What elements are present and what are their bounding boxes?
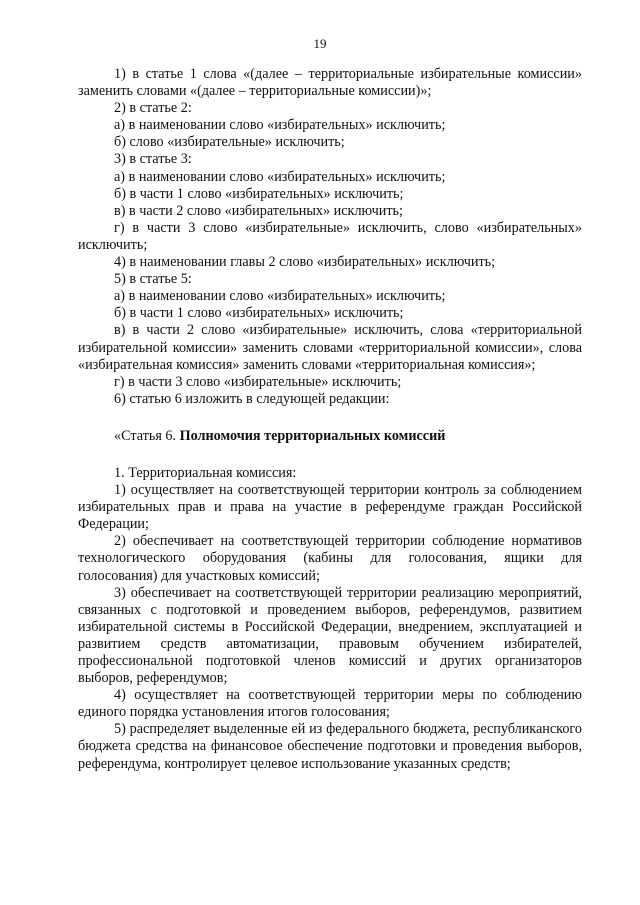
amendment-paragraph: 6) статью 6 изложить в следующей редакции: <box>114 390 390 407</box>
amendment-paragraph: в) в части 2 слово «избирательных» исключить; <box>114 202 403 219</box>
amendment-paragraph: 4) в наименовании главы 2 слово «избирательных» исключить; <box>114 254 496 271</box>
amendment-paragraph: а) в наименовании слово «избирательных» исключить; <box>114 288 446 305</box>
article-paragraph: 5) распределяет выделенные ей из федерального бюджета, республиканского бюджета средства на финансовое обеспечение подготовки и проведения выборов, референдума, контролирует целевое использование указанных средств; <box>78 721 582 772</box>
amendment-paragraph: б) слово «избирательные» исключить; <box>114 134 345 151</box>
amendment-paragraph: в) в части 2 слово «избирательные» исключить, слова «территориальной избирательной комиссии» заменить словами «территориальной комиссии», слова «избирательная комиссия» заменить словами «территориальная комиссия»; <box>78 322 582 373</box>
amendment-paragraph: а) в наименовании слово «избирательных» исключить; <box>114 168 446 185</box>
amendment-paragraph: г) в части 3 слово «избирательные» исключить, слово «избирательных» исключить; <box>78 219 582 253</box>
article-heading <box>78 428 582 445</box>
article-heading-title: Полномочия территориальных комиссий <box>179 427 446 444</box>
article-heading-prefix: «Статья 6. <box>114 427 180 444</box>
amendment-paragraph: г) в части 3 слово «избирательные» исключить; <box>114 373 402 390</box>
amendment-paragraph: б) в части 1 слово «избирательных» исключить; <box>114 185 404 202</box>
amendment-paragraph: 1) в статье 1 слова «(далее – территориальные избирательные комиссии» заменить словами «(далее – территориальные комиссии)»; <box>78 66 582 100</box>
article-paragraph: 4) осуществляет на соответствующей территории меры по соблюдению единого порядка установления итогов голосования; <box>78 687 582 721</box>
amendment-paragraph: 5) в статье 5: <box>114 271 192 288</box>
page-number: 19 <box>313 36 327 51</box>
document-body <box>78 66 582 773</box>
article-paragraph: 1. Территориальная комиссия: <box>114 464 297 481</box>
article-paragraph: 3) обеспечивает на соответствующей территории реализацию мероприятий, связанных с подготовкой и проведением выборов, референдумов, развитием избирательной системы в Российской Федерации, внедрением, эксплуатацией и развитием средств автоматизации, правовым обучением избирателей, профессиональной подготовкой членов комиссий и других организаторов выборов, референдумов; <box>78 584 582 687</box>
amendment-paragraph: а) в наименовании слово «избирательных» исключить; <box>114 117 446 134</box>
article-paragraph: 2) обеспечивает на соответствующей территории соблюдение нормативов технологического оборудования (кабины для голосования, ящики для голосования) для участковых комиссий; <box>78 533 582 584</box>
amendment-paragraph: 3) в статье 3: <box>114 151 192 168</box>
article-paragraph: 1) осуществляет на соответствующей территории контроль за соблюдением избирательных прав и права на участие в референдуме граждан Российской Федерации; <box>78 482 582 533</box>
amendment-paragraph: б) в части 1 слово «избирательных» исключить; <box>114 305 404 322</box>
amendment-paragraph: 2) в статье 2: <box>114 100 192 117</box>
